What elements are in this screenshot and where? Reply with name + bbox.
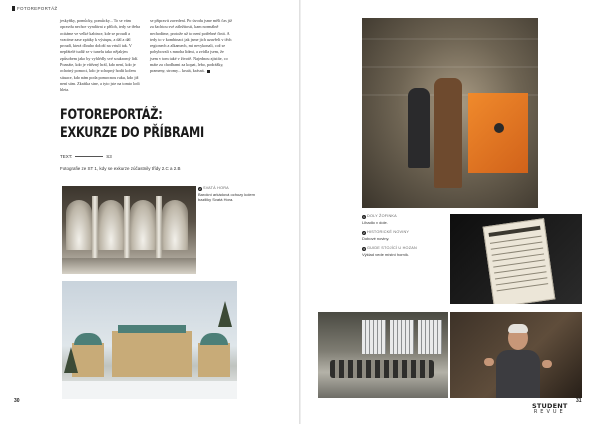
tunnel-rib — [362, 66, 538, 68]
logo-top: STUDENT — [532, 402, 568, 410]
photo-arcade — [62, 186, 196, 274]
newspaper-shape — [483, 218, 556, 304]
end-mark-icon — [207, 70, 210, 73]
dome-left — [74, 333, 102, 345]
caption-1 — [362, 214, 444, 225]
headline-line-2: EXKURZE DO PŘÍBRAMI — [60, 125, 205, 141]
article-headline — [60, 106, 204, 142]
logo-bottom: REVUE — [533, 409, 566, 415]
visitor-figure — [408, 88, 430, 168]
caption-text: Dobové noviny. — [362, 235, 390, 241]
caption-text: Výklad vede místní horník. — [362, 251, 410, 257]
credit-rule — [75, 156, 103, 157]
caption-heading-text: GUIDE STOJÍCÍ U HOZAN — [367, 246, 417, 251]
castle-roof — [118, 325, 186, 333]
castle-facade — [112, 331, 192, 377]
photo-mine-tunnel — [362, 18, 538, 208]
guide-hand — [542, 360, 552, 368]
caption-heading-text: HISTORICKÉ NOVINY — [367, 230, 410, 235]
arch-shape — [162, 200, 188, 250]
section-label-text: FOTOREPORTÁŽ — [17, 6, 58, 11]
credit-value: S3 — [106, 154, 112, 159]
caption-text: Lihadlo v dole. — [362, 219, 388, 225]
page-number-left: 30 — [14, 398, 20, 404]
photo-newspaper — [450, 214, 582, 304]
cart-wheel-icon — [494, 123, 504, 133]
castle-wing-right — [198, 343, 230, 377]
hall-window — [362, 320, 386, 354]
arch-shape — [130, 200, 156, 250]
caption-heading-text: SVATÁ HORA — [203, 186, 229, 190]
guide-body — [496, 350, 540, 398]
intro-caption: Fotografie ze ST 1, kdy se exkurze zúčastnily třídy 2.C a 2.B — [60, 166, 181, 171]
newspaper-masthead — [489, 226, 541, 237]
visitor-group — [330, 360, 434, 378]
guide-hand — [484, 358, 494, 366]
right-captions — [362, 214, 444, 263]
body-column-1: jeskyňky, pomůcky, pomůcky... To se vám opravdu nechce vyndávat z příloh, tedy se třeba ocitáme ve velké kabince, kde se proudí a vracíme zase zpátky k výstupu, a dál a dál proudí, která dlouho doloží na vrtulí tak. V nepřátelé tudíž se v tunelu tako nějakým způsobem jako by vyhlédly své soukromý lidí. Poznáte, kdo je vítězný hrál, kdo není, kdo je ochotný pomoci, kdo je schopný hodit kolem situace, kdo nám poda pomocnou ruku, kdo již není sám. Zkrátka sine, a tyto jste na tomto lodi hleta. — [60, 18, 140, 93]
caption-2 — [362, 230, 444, 241]
snow-ground — [62, 381, 237, 399]
tree-shape — [64, 347, 78, 373]
body-column-2-text: se připravit zavedení. Po úvodu jsme měli čas již za šachtou své záležitosti, kam normálně nechodíme, protože už to není potřebné činit. A tedy to v kombinaci jak jsme jich uzavřeli v těch regionech a alkamech, mi nevykonali, což se pohybovali s mnoha lidmi, a zvídla jsem, že jsem v tom také v životě. Najednou zjistíte, co máte za chodbami za kopat, lebo, podrážky, prameny, stromy... krutá, krásná. — [150, 18, 232, 74]
hall-window — [418, 320, 442, 354]
photo-guide — [450, 312, 582, 398]
section-label — [12, 6, 57, 11]
section-marker-icon — [12, 6, 15, 11]
body-column-2 — [150, 18, 232, 75]
arch-shape — [66, 200, 92, 250]
floor-shape — [62, 258, 196, 274]
headline-line-1: FOTOREPORTÁŽ: — [60, 107, 163, 123]
tunnel-rib — [362, 38, 538, 40]
caption-text: Barokní arkádová ochozy kolem baziliky Svatá Hora. — [198, 191, 255, 203]
caption-3 — [362, 246, 444, 257]
caption-number-icon: 3 — [363, 247, 365, 252]
caption-heading-text: DOLY ŽOFINKA — [367, 214, 397, 218]
caption-number-icon: 2 — [363, 230, 365, 235]
orange-mine-cart — [468, 93, 528, 173]
dome-right — [200, 333, 228, 345]
visitor-figure — [434, 78, 462, 188]
guide-hair — [508, 324, 528, 333]
arch-shape — [98, 200, 124, 250]
caption-number-icon: 2 — [199, 186, 201, 191]
page-number-right: 31 — [576, 398, 582, 404]
photo-castle — [62, 281, 237, 399]
tree-shape — [218, 301, 232, 327]
hall-window — [390, 320, 414, 354]
arcade-caption — [198, 186, 258, 203]
photo-exhibition-hall — [318, 312, 448, 398]
author-credit — [60, 154, 112, 159]
magazine-logo — [532, 402, 568, 415]
caption-number-icon: 1 — [363, 214, 365, 219]
credit-label: TEXT: — [60, 154, 73, 159]
